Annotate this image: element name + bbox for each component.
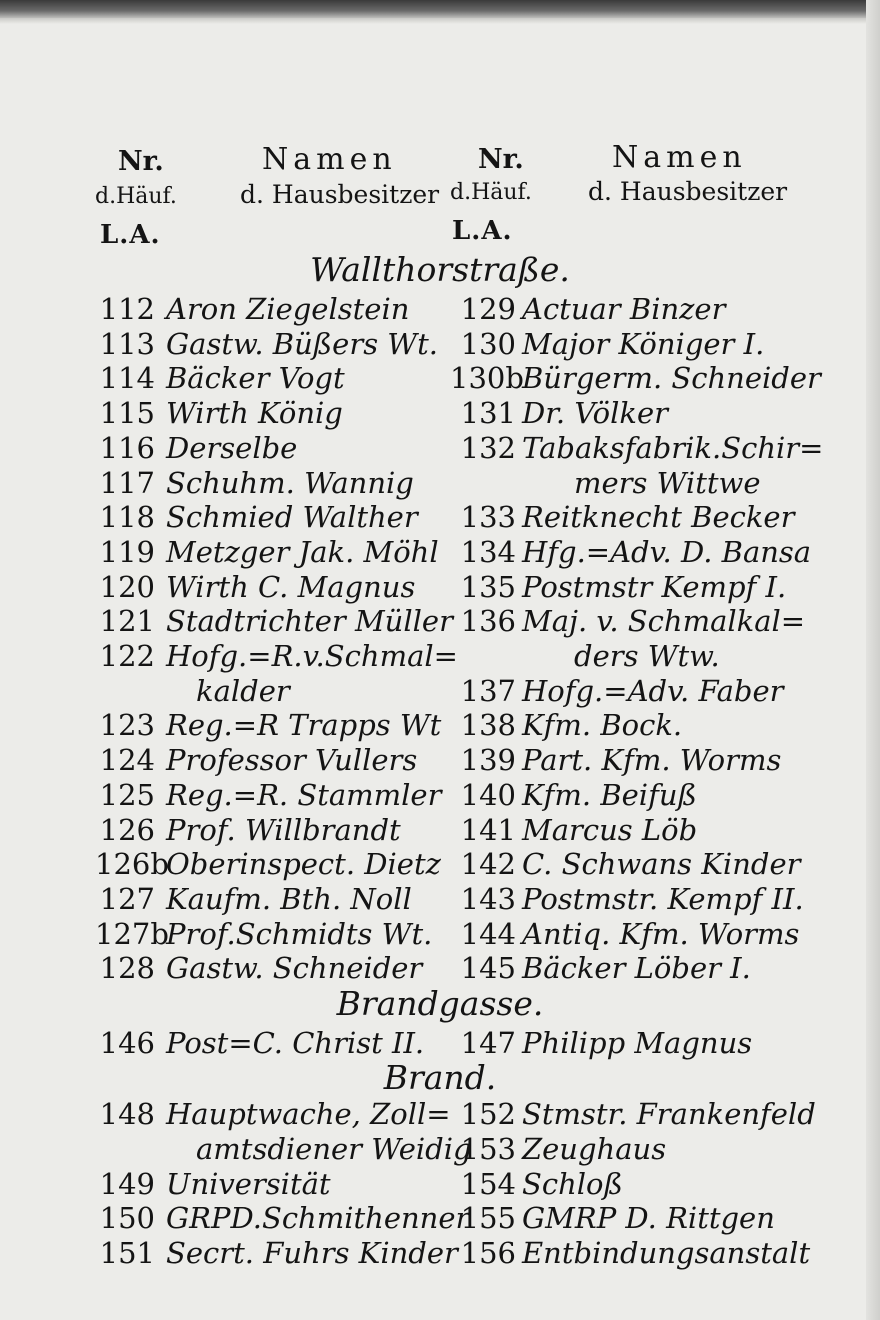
list-item [0,327,880,363]
list-item [0,674,880,710]
owner-name: Gastw. Schneider [166,951,423,986]
owner-name: Antiq. Kfm. Worms [522,916,800,951]
house-number: 142 [460,847,516,882]
header-la-left: L.A. [100,220,161,250]
house-number: 133 [460,500,516,535]
owner-name: Dr. Völker [522,396,668,431]
house-number: 125 [99,777,155,812]
owner-name: Postmstr. Kempf II. [522,881,804,916]
list-item [0,951,880,987]
house-number: 130b [450,361,524,396]
house-number: 132 [460,430,516,465]
house-number: 115 [99,396,155,431]
owner-name: mers Wittwe [574,465,761,500]
list-item [0,882,880,918]
list-item [0,396,880,432]
house-number: 137 [460,673,516,708]
house-number: 140 [460,777,516,812]
list-item [0,604,880,640]
list-item [0,431,880,467]
list-item [0,1097,880,1133]
owner-name: ders Wtw. [574,639,720,673]
page-top-shadow [0,18,880,24]
owner-name: Tabaksfabrik.Schir= [522,430,824,465]
list-item [0,500,880,536]
house-number: 135 [460,569,516,604]
owner-name: kalder [196,673,290,708]
list-item [0,1236,880,1272]
house-number: 128 [99,951,155,986]
house-number: 153 [460,1131,516,1166]
house-number: 117 [99,465,155,500]
house-number: 139 [460,743,516,778]
owner-name: Prof.Schmidts Wt. [166,916,433,951]
house-number: 121 [99,604,155,639]
house-number: 147 [460,1026,516,1060]
header-nr-right: Nr. [478,144,524,175]
house-number: 112 [99,292,155,326]
list-item [0,292,880,328]
header-namen-right: Namen [612,140,747,175]
house-number: 127b [95,916,169,951]
owner-name: Hofg.=Adv. Faber [522,673,784,708]
house-number: 144 [460,916,516,951]
owner-name: Prof. Willbrandt [166,812,401,847]
house-number: 148 [99,1097,155,1131]
house-number: 116 [99,430,155,465]
owner-name: Derselbe [166,430,298,465]
page-top-edge [0,0,880,18]
list-item [0,570,880,606]
list-item [0,778,880,814]
header-namen-left: Namen [262,142,397,177]
owner-name: amtsdiener Weidig [196,1131,472,1166]
list-item [0,639,880,675]
house-number: 119 [99,534,155,569]
house-number: 127 [99,881,155,916]
list-item [0,1201,880,1237]
house-number: 118 [99,500,155,535]
owner-name: Reitknecht Becker [522,500,795,535]
house-number: 149 [99,1166,155,1201]
owner-name: Schmied Walther [166,500,418,535]
house-number: 151 [99,1236,155,1271]
list-item [0,708,880,744]
owner-name: Kfm. Beifuß [522,777,697,812]
owner-name: Stmstr. Frankenfeld [522,1097,816,1131]
owner-name: Reg.=R Trapps Wt [166,708,442,743]
house-number: 129 [460,292,516,326]
owner-name: Gastw. Büßers Wt. [166,326,438,361]
header-nr-sub-right: d.Häuf. [450,180,532,205]
header-namen-sub-left: d. Hausbesitzer [240,180,440,209]
street-heading: Brand. [383,1058,497,1097]
owner-name: GMRP D. Rittgen [522,1201,775,1236]
house-number: 130 [460,326,516,361]
owner-name: Kfm. Bock. [522,708,683,743]
owner-name: Major Königer I. [522,326,765,361]
owner-name: Stadtrichter Müller [166,604,453,639]
owner-name: Hauptwache, Zoll= [166,1097,451,1131]
house-number: 138 [460,708,516,743]
header-nr-sub-left: d.Häuf. [95,184,177,209]
owner-name: Reg.=R. Stammler [166,777,442,812]
owner-name: Postmstr Kempf I. [522,569,787,604]
owner-name: Hofg.=R.v.Schmal= [166,639,458,673]
header-la-right: L.A. [452,216,513,246]
house-number: 141 [460,812,516,847]
owner-name: Maj. v. Schmalkal= [522,604,806,639]
house-number: 131 [460,396,516,431]
list-item [0,1167,880,1203]
list-item [0,361,880,397]
house-number: 120 [99,569,155,604]
owner-name: Post=C. Christ II. [166,1026,425,1060]
owner-name: Entbindungsanstalt [522,1236,811,1271]
owner-name: Oberinspect. Dietz [166,847,441,882]
owner-name: Schloß [522,1166,623,1201]
owner-name: Zeughaus [522,1131,667,1166]
list-item [0,466,880,502]
owner-name: Actuar Binzer [522,292,726,326]
house-number: 126b [95,847,169,882]
house-number: 146 [99,1026,155,1060]
owner-name: C. Schwans Kinder [522,847,801,882]
owner-name: Aron Ziegelstein [166,292,410,326]
list-item [0,743,880,779]
list-item [0,535,880,571]
house-number: 156 [460,1236,516,1271]
header-namen-sub-right: d. Hausbesitzer [588,177,788,206]
owner-name: Secrt. Fuhrs Kinder [166,1236,458,1271]
list-item [0,847,880,883]
house-number: 123 [99,708,155,743]
house-number: 136 [460,604,516,639]
list-item [0,1026,880,1062]
house-number: 152 [460,1097,516,1131]
owner-name: Bäcker Vogt [166,361,345,396]
owner-name: Bäcker Löber I. [522,951,751,986]
house-number: 122 [99,639,155,673]
owner-name: GRPD.Schmithenner [166,1201,470,1236]
house-number: 113 [99,326,155,361]
house-number: 155 [460,1201,516,1236]
owner-name: Universität [166,1166,331,1201]
header-nr-left: Nr. [118,146,164,177]
owner-name: Hfg.=Adv. D. Bansa [522,534,812,569]
house-number: 134 [460,534,516,569]
street-heading: Wallthorstraße. [310,250,570,289]
house-number: 154 [460,1166,516,1201]
house-number: 143 [460,881,516,916]
owner-name: Kaufm. Bth. Noll [166,881,412,916]
list-item [0,917,880,953]
owner-name: Professor Vullers [166,743,418,778]
owner-name: Wirth König [166,396,343,431]
owner-name: Bürgerm. Schneider [522,361,821,396]
house-number: 126 [99,812,155,847]
house-number: 150 [99,1201,155,1236]
street-heading: Brandgasse. [336,984,544,1023]
house-number: 145 [460,951,516,986]
owner-name: Marcus Löb [522,812,698,847]
list-item [0,1132,880,1168]
house-number: 124 [99,743,155,778]
owner-name: Metzger Jak. Möhl [166,534,439,569]
list-item [0,813,880,849]
owner-name: Philipp Magnus [522,1026,753,1060]
owner-name: Schuhm. Wannig [166,465,414,500]
house-number: 114 [99,361,155,396]
owner-name: Wirth C. Magnus [166,569,416,604]
owner-name: Part. Kfm. Worms [522,743,782,778]
